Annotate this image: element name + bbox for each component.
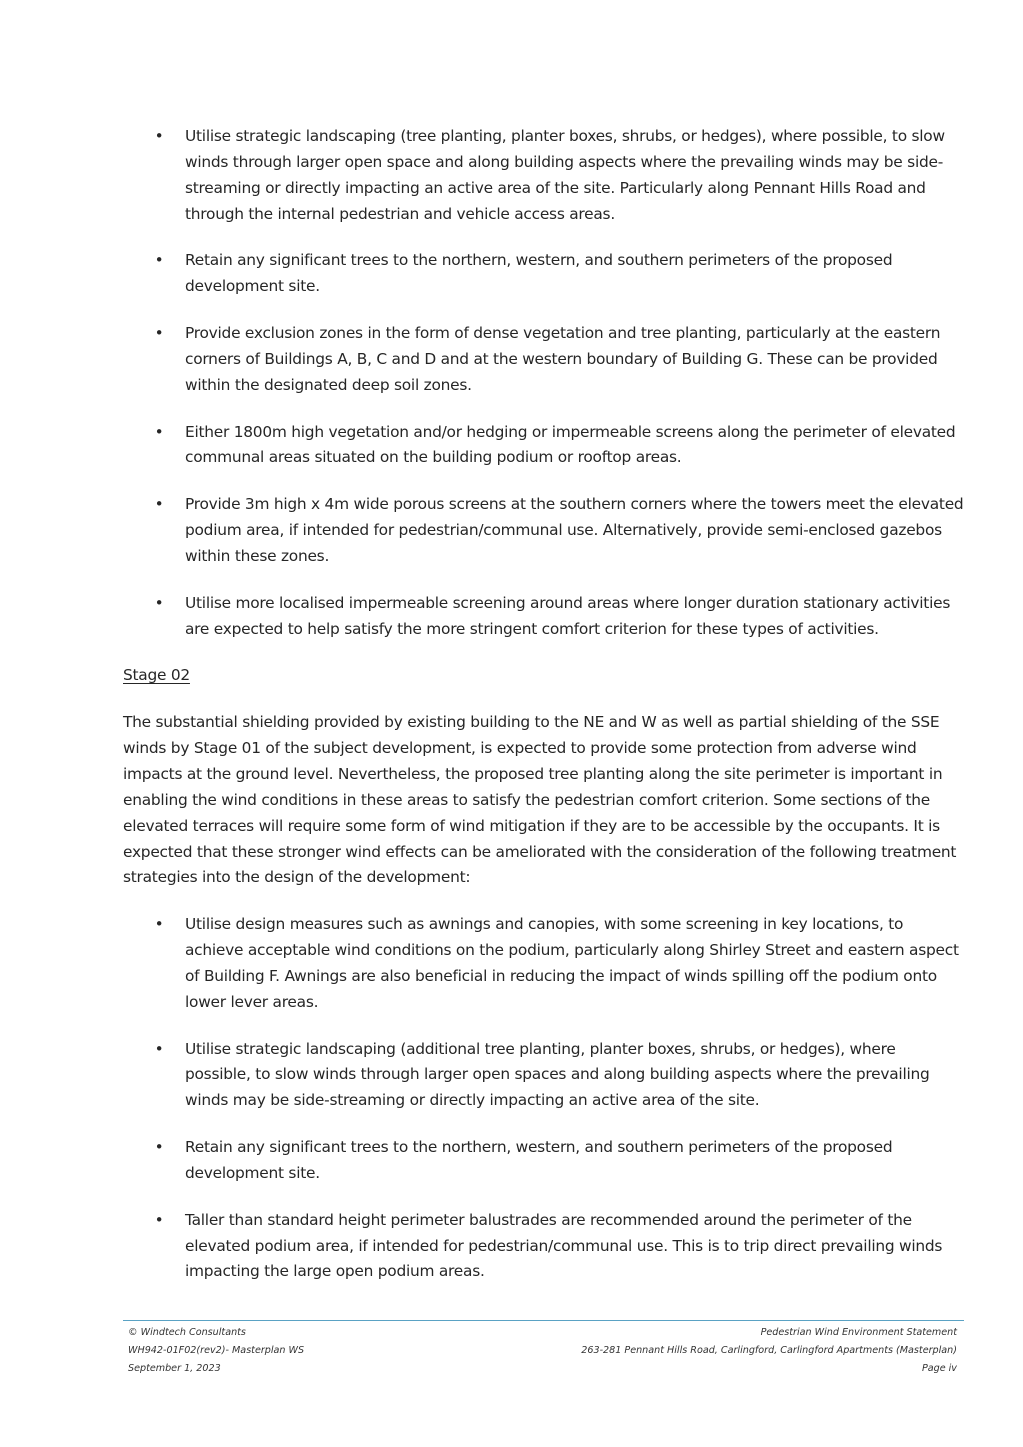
footer-report-title: Pedestrian Wind Environment Statement [760, 1327, 957, 1338]
stage-02-paragraph: The substantial shielding provided by existing building to the NE and W as well as partial shielding of the SSE winds by Stage 01 of the subject development, is expected to provide some protection from adverse wind impacts at the ground level. Nevertheless, the proposed tree planting along the site perimeter is important in enabling the wind conditions in these areas to satisfy the pedestrian comfort criterion. Some sections of the elevated terraces will require some form of wind mitigation if they are to be accessible by the occupants. It is expected that these stronger wind effects can be ameliorated with the consideration of the following treatment strategies into the design of the development: [123, 712, 957, 887]
list-item [123, 248, 965, 300]
list-item-text: Utilise more localised impermeable screening around areas where longer duration stationary activities are expected to help satisfy the more stringent comfort criterion for these types of activities. [185, 593, 951, 638]
list-item-text: Taller than standard height perimeter balustrades are recommended around the perimeter of the elevated podium area, if intended for pedestrian/communal use. This is to trip direct prevailing winds impacting the large open podium areas. [185, 1210, 943, 1281]
bullet-icon: • [154, 1039, 164, 1058]
list-item [123, 492, 965, 570]
footer-copyright: © Windtech Consultants [128, 1327, 246, 1338]
list-item [123, 1208, 965, 1286]
list-item-text: Utilise strategic landscaping (tree planting, planter boxes, shrubs, or hedges), where possible, to slow winds through larger open space and along building aspects where the prevailing winds may be side-streaming or directly impacting an active area of the site. Particularly along Pennant Hills Road and through the internal pedestrian and vehicle access areas. [185, 127, 945, 223]
stage01-bullet-list [123, 124, 965, 642]
list-item [123, 124, 965, 228]
footer-divider [123, 1320, 964, 1321]
bullet-icon: • [154, 915, 164, 934]
list-item-text: Utilise strategic landscaping (additional tree planting, planter boxes, shrubs, or hedges), where possible, to slow winds through larger open spaces and along building aspects where the prevailing winds may be side-streaming or directly impacting an active area of the site. [185, 1039, 930, 1110]
list-item-text: Provide exclusion zones in the form of dense vegetation and tree planting, particularly at the eastern corners of Buildings A, B, C and D and at the western boundary of Building G. These can be provided within the designated deep soil zones. [185, 324, 941, 394]
footer-right [497, 1324, 957, 1378]
list-item [123, 420, 965, 472]
footer-date: September 1, 2023 [128, 1363, 221, 1374]
bullet-icon: • [154, 422, 164, 441]
footer-address: 263-281 Pennant Hills Road, Carlingford, Carlingford Apartments (Masterplan) [581, 1345, 957, 1356]
list-item [123, 321, 965, 399]
list-item-text: Either 1800m high vegetation and/or hedging or impermeable screens along the perimeter of elevated communal areas situated on the building podium or rooftop areas. [185, 422, 956, 467]
footer-doc-ref: WH942-01F02(rev2)- Masterplan WS [128, 1345, 305, 1356]
footer-page-number: Page iv [921, 1363, 957, 1374]
bullet-icon: • [154, 251, 164, 270]
bullet-icon: • [154, 1210, 164, 1229]
footer-left [128, 1324, 508, 1378]
bullet-icon: • [154, 1138, 164, 1157]
list-item [123, 912, 965, 1016]
list-item-text: Utilise design measures such as awnings and canopies, with some screening in key locations, to achieve acceptable wind conditions on the podium, particularly along Shirley Street and eastern aspect of Building F. Awnings are also beneficial in reducing the impact of winds spilling off the podium onto lower lever areas. [185, 915, 959, 1011]
list-item-text: Provide 3m high x 4m wide porous screens at the southern corners where the towers meet the elevated podium area, if intended for pedestrian/communal use. Alternatively, provide semi-enclosed gazebos within these zones. [185, 495, 964, 565]
section-heading-stage-02: Stage 02 [123, 666, 190, 685]
list-item [123, 1037, 965, 1115]
bullet-icon: • [154, 127, 164, 145]
list-item-text: Retain any significant trees to the northern, western, and southern perimeters of the proposed development site. [185, 1138, 893, 1182]
list-item [123, 1135, 965, 1187]
stage02-bullet-list [123, 912, 965, 1285]
bullet-icon: • [154, 324, 164, 343]
bullet-icon: • [154, 495, 164, 514]
page-body [123, 124, 965, 1306]
list-item [123, 591, 965, 643]
list-item-text: Retain any significant trees to the northern, western, and southern perimeters of the proposed development site. [185, 251, 893, 296]
bullet-icon: • [154, 593, 164, 612]
